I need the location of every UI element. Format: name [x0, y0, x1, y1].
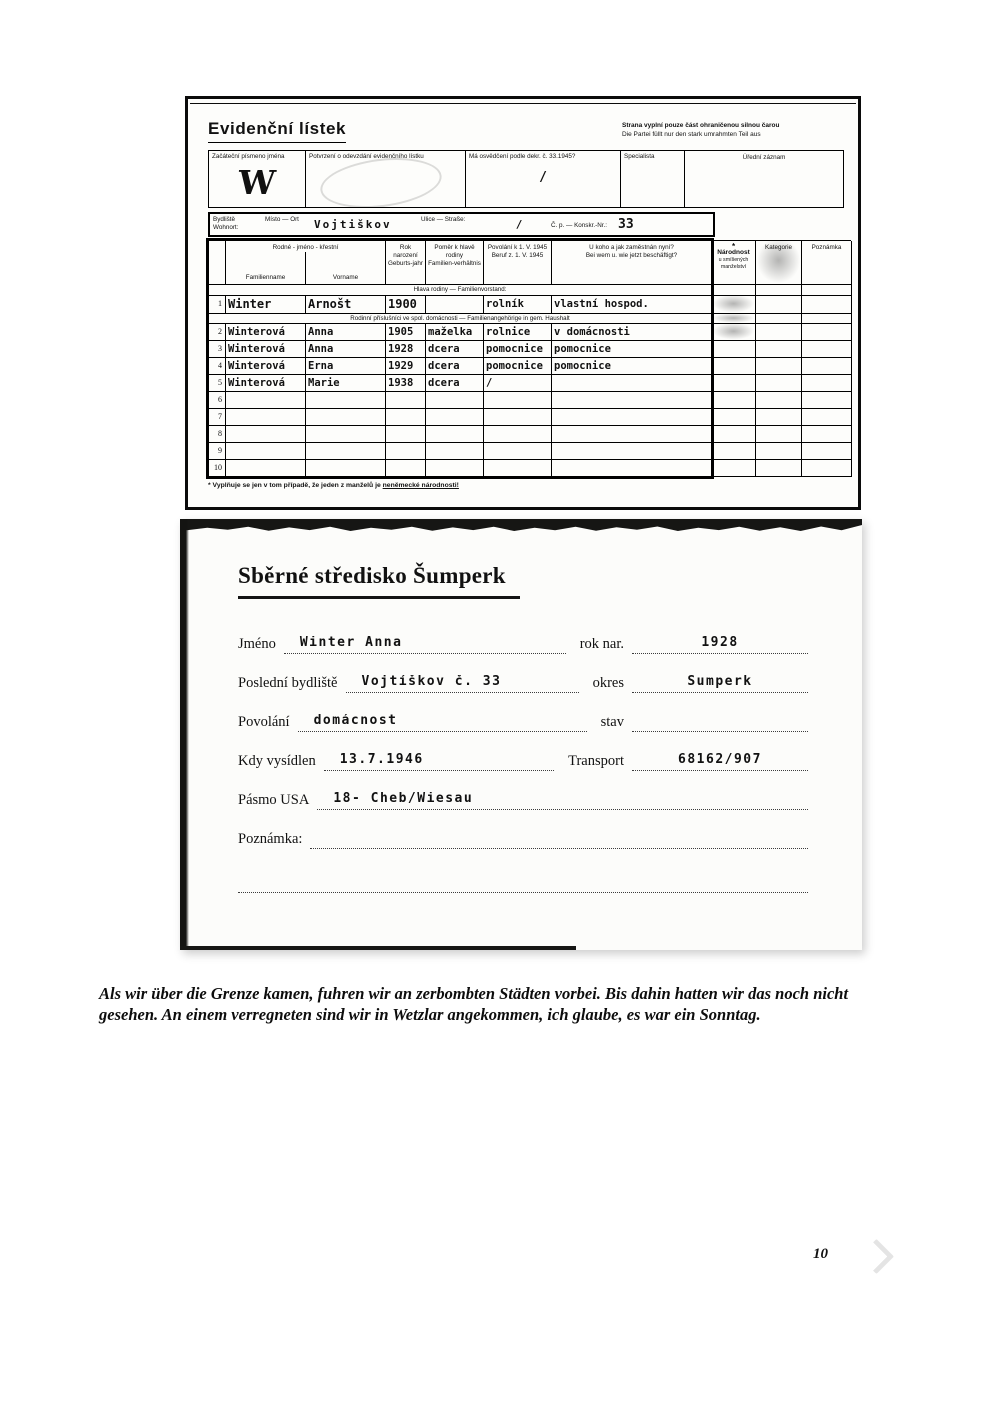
nationality-cell: [712, 341, 756, 358]
residence-row: [208, 212, 715, 237]
relation-cell: [426, 460, 484, 477]
occupation-header: Povolání k 1. V. 1945 Beruf z. 1. V. 1945: [484, 241, 552, 285]
category-header: Kategorie: [756, 241, 802, 285]
firstname-cell: [306, 426, 386, 443]
row-number: 3: [209, 341, 226, 358]
decree-cell: [466, 151, 621, 207]
okres-value: Šumperk: [632, 675, 808, 693]
footnote: * Vyplňuje se jen v tom případě, že jeden z manželů je neněmecké národnosti!: [208, 482, 459, 489]
rownum-header: [209, 241, 226, 285]
empty-dotted-line: [238, 875, 808, 893]
scan-artifact-chevron: [859, 1239, 894, 1274]
birthyear-cell: 1900: [386, 296, 426, 314]
firstname-cell: [306, 409, 386, 426]
povolani-value: domácnost: [298, 714, 587, 732]
category-cell: [756, 358, 802, 375]
bydliste-value: Vojtíškov č. 33: [346, 675, 579, 693]
nationality-header: * Národnost u smíšených manželství: [712, 241, 756, 285]
employment-header: U koho a jak zaměstnán nyní? Bei wem u. wie jetzt beschäftigt?: [552, 241, 712, 285]
caption-text: Als wir über die Grenze kamen, fuhren wir an zerbombten Städten vorbei. Bis dahin hatten wir das noch nicht gesehen. An einem verregneten sind wir in Wetzlar angekommen, ich glaube, es war ein Sonntag.: [99, 983, 849, 1024]
field-povolani: [238, 714, 808, 732]
occupation-cell: [484, 443, 552, 460]
occupation-cell: pomocnice: [484, 341, 552, 358]
row-number: 2: [209, 324, 226, 341]
occupation-cell: [484, 409, 552, 426]
specialist-label: Specialista: [624, 153, 655, 160]
row-number: 1: [209, 296, 226, 314]
row-number: 9: [209, 443, 226, 460]
birthyear-cell: 1928: [386, 341, 426, 358]
relation-cell: [426, 296, 484, 314]
row-number: 8: [209, 426, 226, 443]
surname-cell: [226, 409, 306, 426]
relation-cell: maželka: [426, 324, 484, 341]
note-cell: [802, 460, 852, 477]
relation-cell: [426, 426, 484, 443]
family-table: [208, 240, 851, 477]
category-cell: [756, 409, 802, 426]
birthyear-cell: 1938: [386, 375, 426, 392]
card-corner-notes: [622, 121, 840, 139]
pasmo-value: 18- Cheb/Wiesau: [317, 792, 808, 810]
house-number-cell: [548, 214, 713, 235]
firstname-cell: [306, 392, 386, 409]
registration-card-scan: [185, 96, 861, 510]
nationality-cell: [712, 460, 756, 477]
jmeno-value: Winter Anna: [284, 636, 566, 654]
surname-cell: Winterová: [226, 375, 306, 392]
street-value: /: [515, 218, 523, 231]
relation-header: Poměr k hlavě rodiny Familien-verhältnis: [426, 241, 484, 285]
birthyear-cell: [386, 443, 426, 460]
note-cell: [802, 392, 852, 409]
vysidlen-value: 13.7.1946: [324, 753, 554, 771]
note-cell: [802, 375, 852, 392]
initial-letter-value: W: [237, 162, 277, 202]
place-value: Vojtiškov: [314, 218, 392, 231]
nationality-cell: [712, 324, 756, 341]
firstname-cell: Erna: [306, 358, 386, 375]
note-cell: [802, 296, 852, 314]
poznamka-value: [310, 831, 808, 849]
residence-label: Bydliště Wohnort:: [213, 216, 239, 231]
category-cell: [756, 443, 802, 460]
birthyear-cell: [386, 460, 426, 477]
bydliste-label: Poslední bydliště: [238, 675, 338, 691]
surname-cell: Winterová: [226, 324, 306, 341]
nationality-cell: [712, 426, 756, 443]
field-bydliste: [238, 675, 808, 693]
employment-cell: pomocnice: [552, 358, 712, 375]
decree-value: /: [539, 169, 547, 185]
note-header: Poznámka: [802, 241, 852, 285]
jmeno-label: Jméno: [238, 636, 276, 652]
dark-left-edge: [180, 519, 189, 950]
category-cell: [756, 392, 802, 409]
okres-label: okres: [592, 675, 624, 691]
birthyear-header: Rok narození Geburts-jahr: [386, 241, 426, 285]
surname-cell: Winterová: [226, 341, 306, 358]
pasmo-label: Pásmo USA: [238, 792, 310, 808]
page-number: 10: [813, 1246, 828, 1262]
surname-cell: [226, 443, 306, 460]
form-title: Sběrné středisko Šumperk: [238, 563, 520, 599]
nationality-cell: [712, 443, 756, 460]
surname-cell: [226, 426, 306, 443]
surname-cell: [226, 392, 306, 409]
occupation-cell: [484, 460, 552, 477]
confirmation-cell: [306, 151, 466, 207]
relation-cell: [426, 392, 484, 409]
category-cell: [756, 324, 802, 341]
occupation-cell: [484, 426, 552, 443]
nationality-cell: [712, 296, 756, 314]
stav-value: [632, 714, 808, 732]
birthyear-cell: [386, 409, 426, 426]
occupation-cell: rolnice: [484, 324, 552, 341]
note-cell: [802, 409, 852, 426]
relation-cell: dcera: [426, 375, 484, 392]
birthyear-cell: 1905: [386, 324, 426, 341]
category-cell: [756, 296, 802, 314]
note-cell: [802, 426, 852, 443]
transport-value: 68162/907: [632, 753, 808, 771]
note-cell: [802, 341, 852, 358]
initial-letter-cell: [209, 151, 306, 207]
nationality-cell: [712, 358, 756, 375]
specialist-cell: [621, 151, 685, 207]
employment-cell: v domácnosti: [552, 324, 712, 341]
note-line-de: Die Partei füllt nur den stark umrahmten Teil aus: [622, 131, 761, 139]
card-title: Evidenční lístek: [208, 119, 346, 143]
family-members-band: Rodinní příslušníci ve spol. domácnosti — Familienangehörige in gem. Haushalt: [209, 314, 712, 324]
head-of-family-band: Hlava rodiny — Familienvorstand:: [209, 285, 712, 296]
field-jmeno: [238, 636, 808, 654]
birthyear-cell: [386, 426, 426, 443]
relation-cell: [426, 409, 484, 426]
row-number: 7: [209, 409, 226, 426]
firstname-cell: [306, 460, 386, 477]
row-number: 4: [209, 358, 226, 375]
field-pasmo: [238, 792, 808, 810]
employment-cell: [552, 392, 712, 409]
row-number: 5: [209, 375, 226, 392]
employment-cell: [552, 460, 712, 477]
decree-label: Má osvědčení podle dekr. č. 33.1945?: [469, 153, 576, 160]
house-number-value: 33: [618, 217, 634, 232]
collection-center-form-scan: [180, 519, 862, 950]
employment-cell: [552, 409, 712, 426]
vysidlen-label: Kdy vysídlen: [238, 753, 316, 769]
birthyear-cell: 1929: [386, 358, 426, 375]
name-header: Rodné - jméno - křestní Familienname Vorname: [226, 241, 386, 285]
poznamka-label: Poznámka:: [238, 831, 303, 847]
surname-cell: [226, 460, 306, 477]
employment-cell: [552, 426, 712, 443]
employment-cell: [552, 443, 712, 460]
note-cell: [802, 358, 852, 375]
transport-label: Transport: [568, 753, 624, 769]
confirmation-label: Potvrzení o odevzdání evidenčního lístku: [309, 153, 424, 160]
employment-cell: [552, 375, 712, 392]
surname-cell: Winterová: [226, 358, 306, 375]
occupation-cell: pomocnice: [484, 358, 552, 375]
rok-nar-label: rok nar.: [579, 636, 624, 652]
official-record-label: Úřední záznam: [742, 154, 786, 161]
firstname-cell: Arnošt: [306, 296, 386, 314]
card-header-strip: [208, 150, 844, 208]
place-label: Místo — Ort: [265, 216, 299, 223]
category-cell: [756, 341, 802, 358]
rok-nar-value: 1928: [632, 636, 808, 654]
occupation-cell: rolník: [484, 296, 552, 314]
employment-cell: pomocnice: [552, 341, 712, 358]
dark-bottom-edge: [180, 946, 576, 950]
relation-cell: [426, 443, 484, 460]
employment-cell: vlastní hospod.: [552, 296, 712, 314]
relation-cell: dcera: [426, 341, 484, 358]
firstname-cell: [306, 443, 386, 460]
row-number: 10: [209, 460, 226, 477]
firstname-cell: Marie: [306, 375, 386, 392]
occupation-cell: /: [484, 375, 552, 392]
note-cell: [802, 443, 852, 460]
firstname-cell: Anna: [306, 324, 386, 341]
birthyear-cell: [386, 392, 426, 409]
field-vysidlen: [238, 753, 808, 771]
field-poznamka: [238, 831, 808, 849]
nationality-cell: [712, 392, 756, 409]
category-cell: [756, 460, 802, 477]
initial-letter-label: Začáteční písmeno jména: [212, 153, 285, 160]
house-number-label: Č. p. — Konskr.-Nr.:: [551, 221, 607, 229]
note-line-cs: Strana vyplní pouze část ohraničenou silnou čarou: [622, 122, 780, 129]
firstname-cell: Anna: [306, 341, 386, 358]
nationality-cell: [712, 409, 756, 426]
category-cell: [756, 426, 802, 443]
official-record-cell: [685, 151, 843, 207]
povolani-label: Povolání: [238, 714, 290, 730]
row-number: 6: [209, 392, 226, 409]
nationality-cell: [712, 375, 756, 392]
stav-label: stav: [600, 714, 624, 730]
street-label: Ulice — Straße:: [421, 216, 466, 223]
note-cell: [802, 324, 852, 341]
category-cell: [756, 375, 802, 392]
surname-cell: Winter: [226, 296, 306, 314]
relation-cell: dcera: [426, 358, 484, 375]
occupation-cell: [484, 392, 552, 409]
